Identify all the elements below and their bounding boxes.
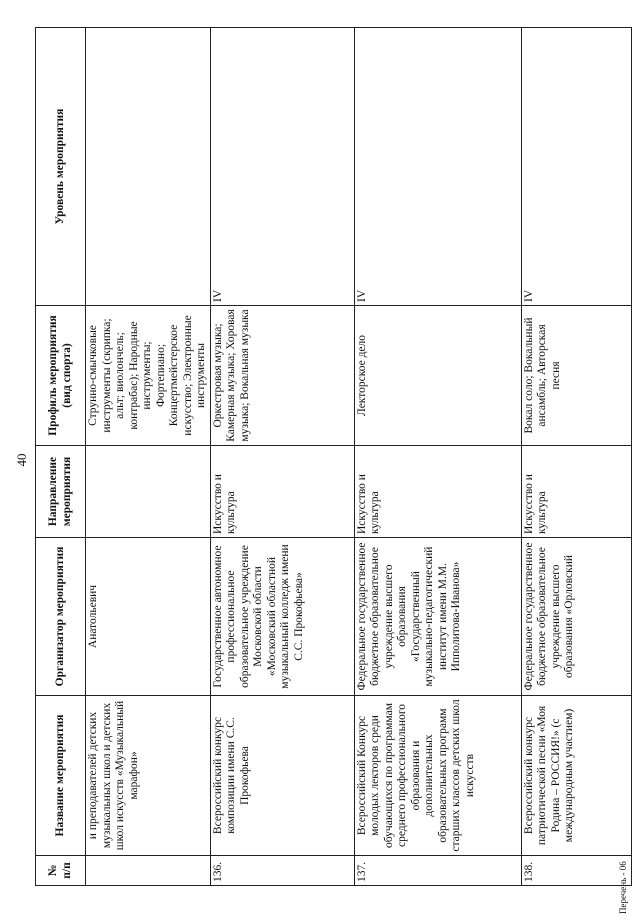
event-profile: Вокал соло; Вокальный ансамбль; Авторская песня <box>521 306 631 446</box>
event-name: Всероссийский конкурс композиции имени С.С. Прокофьева <box>210 696 354 856</box>
event-direction: Искусство и культура <box>521 446 631 538</box>
event-direction <box>86 446 211 538</box>
header-direction: Направление мероприятия <box>36 446 86 538</box>
header-num: № п/п <box>36 856 86 886</box>
event-name: Всероссийский Конкурс молодых лекторов среди обучающихся по программам среднего профессионального образования и дополнительных образовательных программ старших классов детских школ искусств <box>354 696 521 856</box>
header-row <box>36 28 86 886</box>
table-row <box>86 28 211 886</box>
event-level: IV <box>210 28 354 306</box>
page-number: 40 <box>14 453 29 467</box>
event-name: и преподавателей детских музыкальных школ и детских школ искусств «Музыкальный марафон» <box>86 696 211 856</box>
row-num: 137. <box>354 856 521 886</box>
table-row <box>210 28 354 886</box>
events-table <box>35 27 632 886</box>
event-level: IV <box>354 28 521 306</box>
table-row <box>521 28 631 886</box>
header-level: Уровень мероприятия <box>36 28 86 306</box>
table-row <box>354 28 521 886</box>
event-organizer: Анатольевич <box>86 538 211 696</box>
event-profile: Лекторское дело <box>354 306 521 446</box>
row-num: 136. <box>210 856 354 886</box>
event-organizer: Федеральное государственное бюджетное образовательное учреждение высшего образования «Орловский <box>521 538 631 696</box>
event-level: IV <box>521 28 631 306</box>
footer-note: Перечень - 06 <box>618 861 628 914</box>
row-num <box>86 856 211 886</box>
event-organizer: Федеральное государственное бюджетное образовательное учреждение высшего образования «Государственный музыкально-педагогический институт имени М.М. Ипполитова-Иванова» <box>354 538 521 696</box>
event-direction: Искусство и культура <box>354 446 521 538</box>
event-profile: Струнно-смычковые инструменты (скрипка; альт; виолончель; контрабас); Народные инструменты; Фортепиано; Концертмейстерское искусство; Электронные инструменты <box>86 306 211 446</box>
header-organizer: Организатор мероприятия <box>36 538 86 696</box>
row-num: 138. <box>521 856 631 886</box>
header-name: Название мероприятия <box>36 696 86 856</box>
event-name: Всероссийский конкурс патриотической песни «Моя Родина – РОССИЯ!» (с международным участием) <box>521 696 631 856</box>
header-profile: Профиль мероприятия (вид спорта) <box>36 306 86 446</box>
event-profile: Оркестровая музыка; Камерная музыка; Хоровая музыка; Вокальная музыка <box>210 306 354 446</box>
event-direction: Искусство и культура <box>210 446 354 538</box>
event-level <box>86 28 211 306</box>
event-organizer: Государственное автономное профессиональное образовательное учреждение Московской области «Московский областной музыкальный колледж имени С.С. Прокофьева» <box>210 538 354 696</box>
